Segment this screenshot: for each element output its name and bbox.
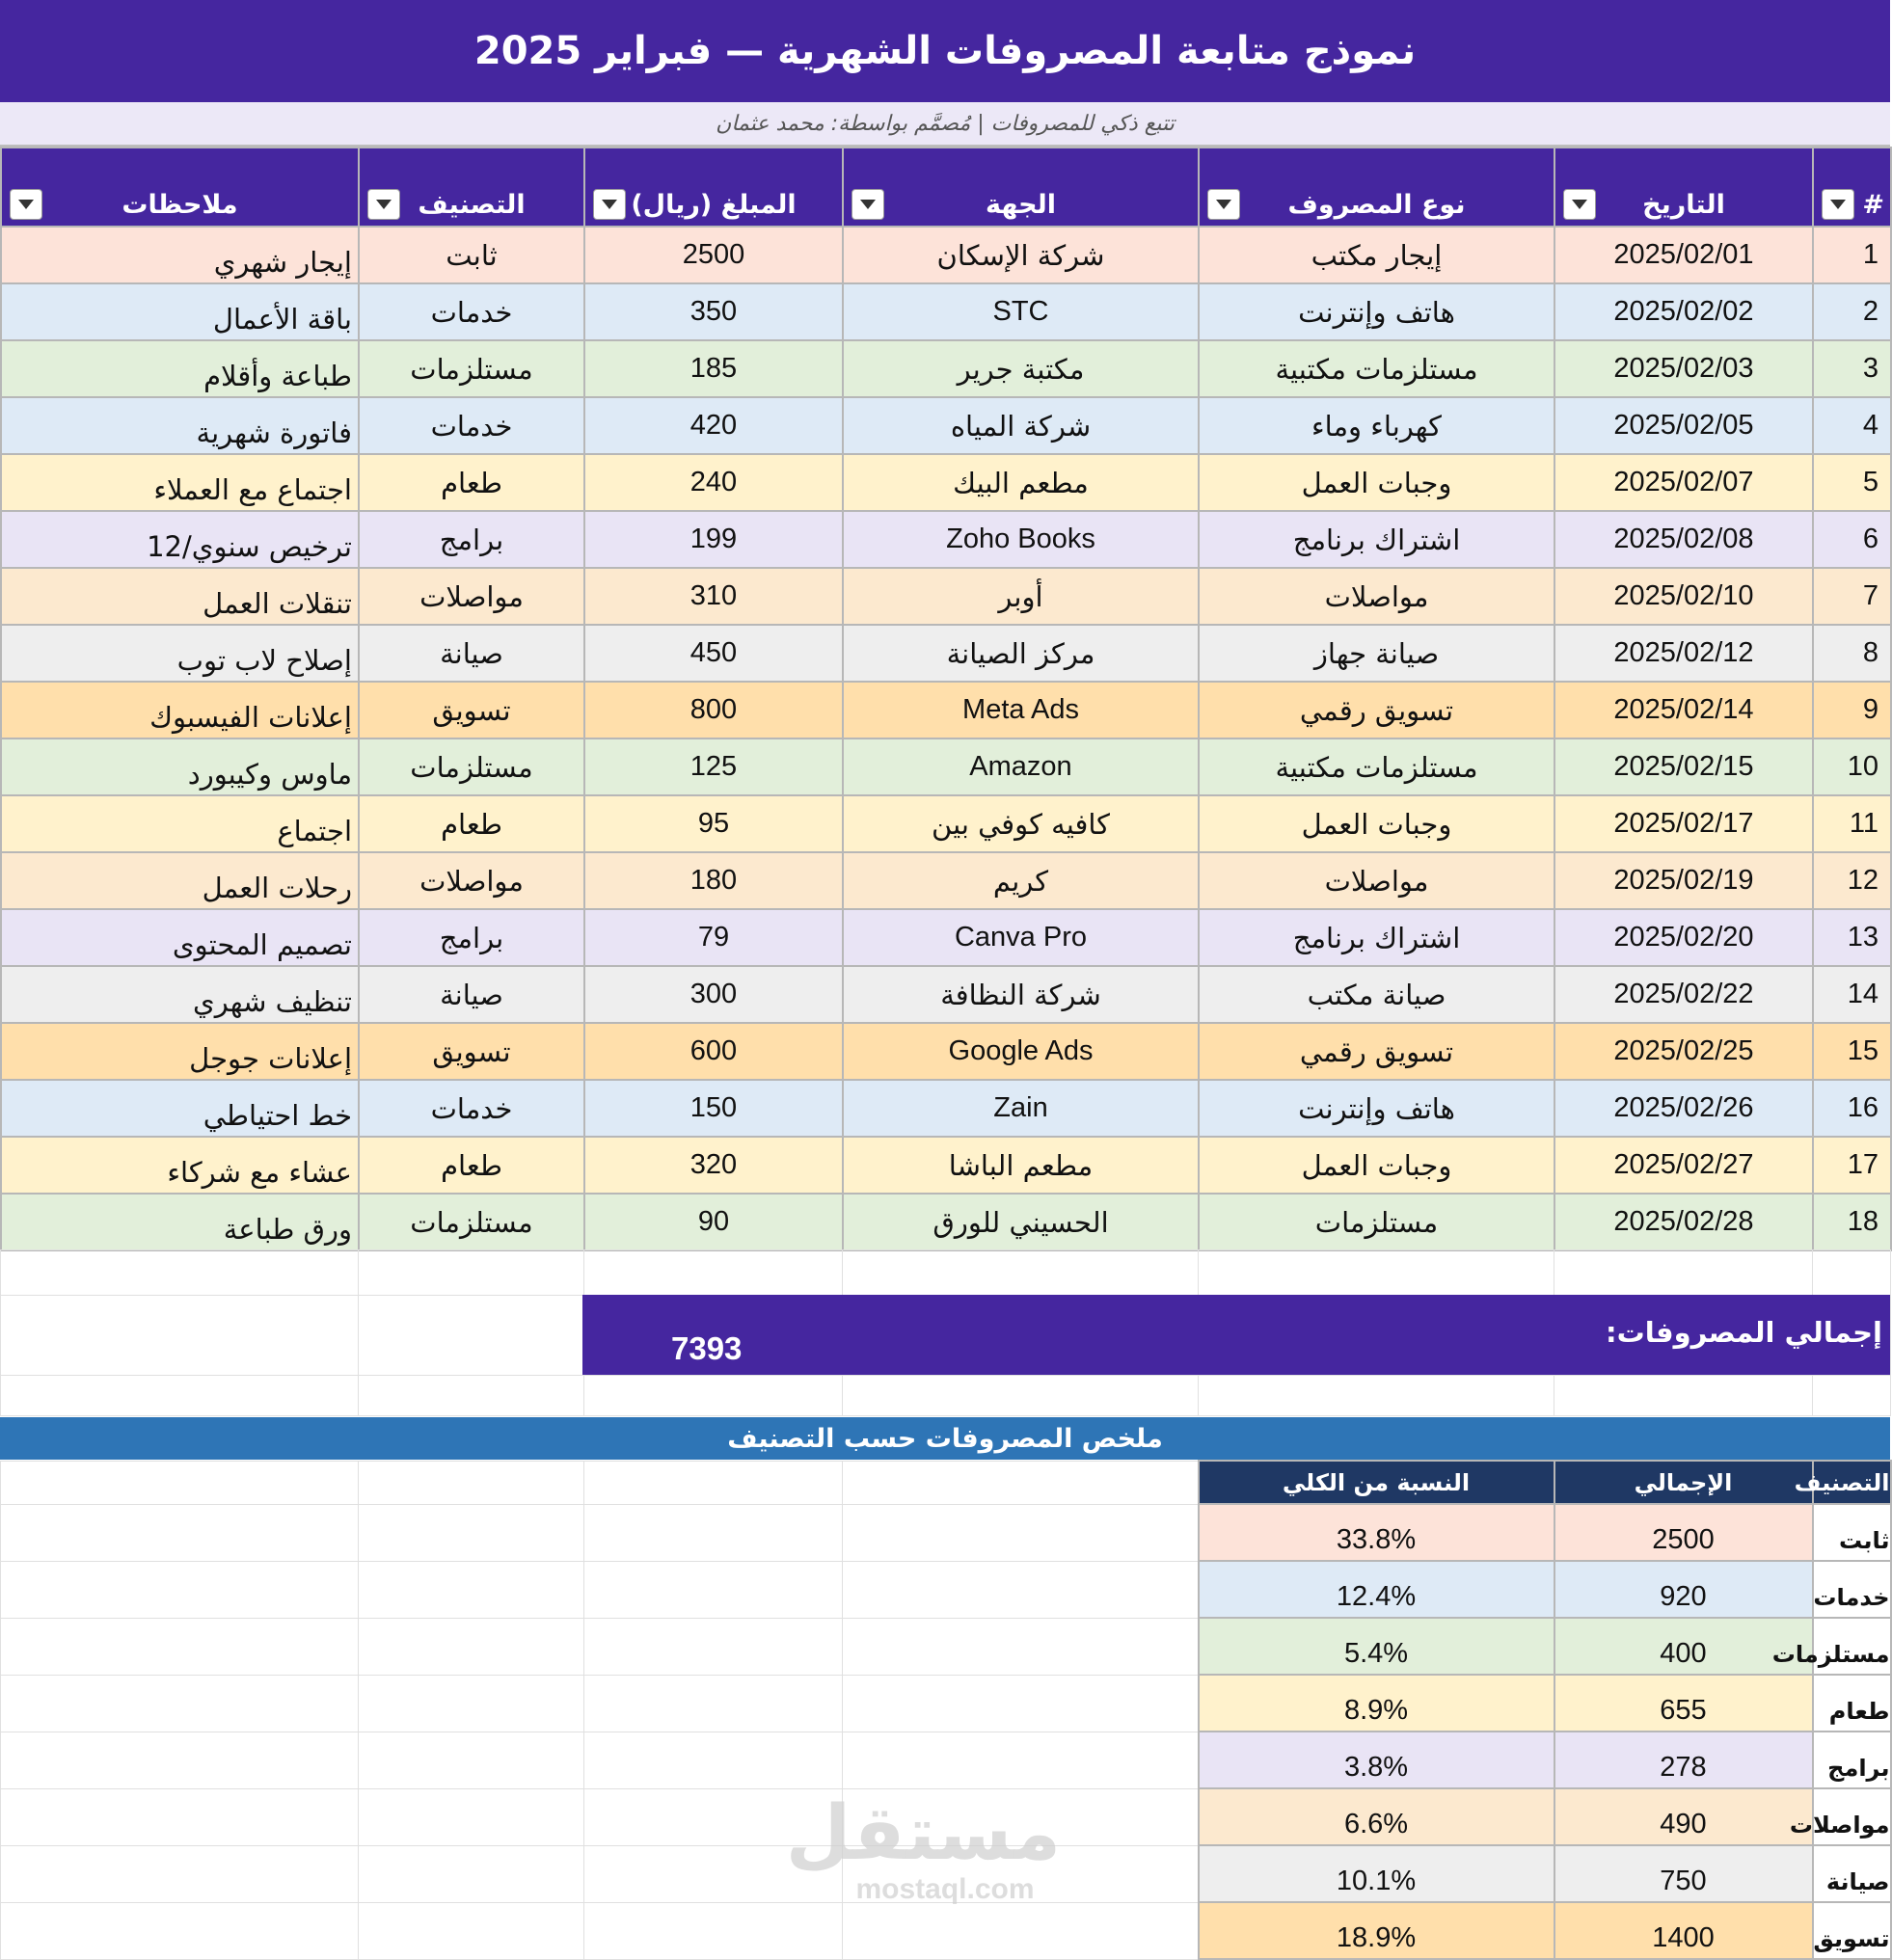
column-header-label: التصنيف (418, 190, 526, 220)
empty-cell[interactable] (1554, 1250, 1813, 1296)
expense-notes-cell[interactable]: ترخيص سنوي/12 (1, 511, 359, 568)
empty-cell[interactable] (584, 1675, 843, 1732)
empty-cell[interactable] (1, 1845, 359, 1902)
expense-type-cell[interactable]: تسويق رقمي (1199, 682, 1554, 738)
expense-category-cell[interactable]: مواصلات (359, 568, 584, 625)
summary-row (1, 1504, 1891, 1561)
filter-dropdown-icon[interactable] (1563, 189, 1596, 220)
expense-type-cell[interactable]: هاتف وإنترنت (1199, 1080, 1554, 1137)
expense-date-cell[interactable]: 2025/02/05 (1554, 397, 1813, 454)
expense-amount-cell[interactable]: 95 (584, 795, 843, 852)
expense-number-cell[interactable]: 3 (1813, 340, 1891, 397)
expense-notes-cell[interactable]: تنقلات العمل (1, 568, 359, 625)
column-header-category (359, 148, 584, 227)
column-header-amount (584, 148, 843, 227)
column-header-number (1813, 148, 1891, 227)
empty-cell[interactable] (843, 1376, 1199, 1416)
expense-amount-cell[interactable]: 320 (584, 1137, 843, 1194)
expense-type-cell[interactable]: مواصلات (1199, 852, 1554, 909)
empty-cell[interactable] (843, 1902, 1199, 1959)
summary-percent-cell[interactable]: 8.9% (1199, 1675, 1554, 1732)
summary-row (1, 1618, 1891, 1675)
empty-cell[interactable] (359, 1296, 584, 1376)
expense-date-cell[interactable]: 2025/02/28 (1554, 1194, 1813, 1250)
expense-type-cell[interactable]: مستلزمات (1199, 1194, 1554, 1250)
expense-notes-cell[interactable]: إيجار شهري (1, 227, 359, 283)
expense-date-cell[interactable]: 2025/02/01 (1554, 227, 1813, 283)
expense-type-cell[interactable]: هاتف وإنترنت (1199, 283, 1554, 340)
expense-row (1, 227, 1891, 283)
expense-row (1, 966, 1891, 1023)
summary-row (1, 1675, 1891, 1732)
empty-cell[interactable] (1, 1618, 359, 1675)
filter-dropdown-icon[interactable] (367, 189, 400, 220)
expense-number-cell[interactable]: 17 (1813, 1137, 1891, 1194)
empty-cell[interactable] (843, 1675, 1199, 1732)
expense-category-cell[interactable]: مستلزمات (359, 340, 584, 397)
expense-vendor-cell[interactable]: Amazon (843, 738, 1199, 795)
expense-vendor-cell[interactable]: شركة المياه (843, 397, 1199, 454)
expense-number-cell[interactable]: 9 (1813, 682, 1891, 738)
expense-date-cell[interactable]: 2025/02/19 (1554, 852, 1813, 909)
expense-type-cell[interactable]: اشتراك برنامج (1199, 909, 1554, 966)
summary-total-cell[interactable]: 1400 (1554, 1902, 1813, 1959)
expense-vendor-cell[interactable]: Zoho Books (843, 511, 1199, 568)
expense-number-cell[interactable]: 5 (1813, 454, 1891, 511)
expense-row (1, 1137, 1891, 1194)
summary-header-category[interactable]: التصنيف (1813, 1461, 1891, 1504)
expense-notes-cell[interactable]: باقة الأعمال (1, 283, 359, 340)
expense-vendor-cell[interactable]: شركة الإسكان (843, 227, 1199, 283)
expense-amount-cell[interactable]: 125 (584, 738, 843, 795)
expense-row (1, 1023, 1891, 1080)
expense-type-cell[interactable]: وجبات العمل (1199, 454, 1554, 511)
expenses-table (0, 147, 1892, 1251)
expense-notes-cell[interactable]: ورق طباعة (1, 1194, 359, 1250)
expense-amount-cell[interactable]: 300 (584, 966, 843, 1023)
empty-cell[interactable] (843, 1461, 1199, 1504)
total-expenses-value: 7393 (671, 1330, 743, 1366)
column-header-label: ملاحظات (122, 190, 238, 220)
expense-category-cell[interactable]: صيانة (359, 625, 584, 682)
empty-cell[interactable] (359, 1561, 584, 1618)
watermark-arabic: مستقل (785, 1790, 1061, 1877)
expense-number-cell[interactable]: 11 (1813, 795, 1891, 852)
summary-percent-cell[interactable]: 6.6% (1199, 1788, 1554, 1845)
sheet-title: نموذج متابعة المصروفات الشهرية — فبراير 2025 (473, 29, 1417, 73)
sheet-subtitle: تتبع ذكي للمصروفات | مُصمَّم بواسطة: محمد عثمان (716, 111, 1175, 136)
expense-number-cell[interactable]: 13 (1813, 909, 1891, 966)
empty-cell[interactable] (1813, 1376, 1891, 1416)
expense-number-cell[interactable]: 15 (1813, 1023, 1891, 1080)
sheet-subtitle-bar (0, 102, 1890, 147)
expense-date-cell[interactable]: 2025/02/27 (1554, 1137, 1813, 1194)
expense-row (1, 795, 1891, 852)
empty-cell[interactable] (359, 1461, 584, 1504)
empty-cell[interactable] (359, 1250, 584, 1296)
expense-type-cell[interactable]: إيجار مكتب (1199, 227, 1554, 283)
expense-date-cell[interactable]: 2025/02/08 (1554, 511, 1813, 568)
expense-amount-cell[interactable]: 150 (584, 1080, 843, 1137)
expense-category-cell[interactable]: مستلزمات (359, 738, 584, 795)
expense-row (1, 625, 1891, 682)
expense-amount-cell[interactable]: 310 (584, 568, 843, 625)
expense-amount-cell[interactable]: 2500 (584, 227, 843, 283)
expense-amount-cell[interactable]: 90 (584, 1194, 843, 1250)
summary-category-cell[interactable]: ثابت (1813, 1504, 1891, 1561)
expense-vendor-cell[interactable]: مطعم البيك (843, 454, 1199, 511)
expense-notes-cell[interactable]: عشاء مع شركاء (1, 1137, 359, 1194)
expense-date-cell[interactable]: 2025/02/12 (1554, 625, 1813, 682)
expense-number-cell[interactable]: 1 (1813, 227, 1891, 283)
summary-percent-cell[interactable]: 33.8% (1199, 1504, 1554, 1561)
expense-row (1, 568, 1891, 625)
expense-category-cell[interactable]: خدمات (359, 1080, 584, 1137)
expense-type-cell[interactable]: وجبات العمل (1199, 1137, 1554, 1194)
summary-row (1, 1561, 1891, 1618)
filter-dropdown-icon[interactable] (1822, 189, 1854, 220)
expense-row (1, 738, 1891, 795)
expense-vendor-cell[interactable]: STC (843, 283, 1199, 340)
expense-date-cell[interactable]: 2025/02/02 (1554, 283, 1813, 340)
expense-notes-cell[interactable]: تصميم المحتوى (1, 909, 359, 966)
summary-percent-cell[interactable]: 12.4% (1199, 1561, 1554, 1618)
mostaql-watermark (785, 1790, 1061, 1909)
expense-type-cell[interactable]: اشتراك برنامج (1199, 511, 1554, 568)
expense-vendor-cell[interactable]: مطعم الباشا (843, 1137, 1199, 1194)
expense-row (1, 283, 1891, 340)
summary-total-cell[interactable]: 655 (1554, 1675, 1813, 1732)
expense-row (1, 397, 1891, 454)
expense-notes-cell[interactable]: طباعة وأقلام (1, 340, 359, 397)
expense-number-cell[interactable]: 16 (1813, 1080, 1891, 1137)
expense-notes-cell[interactable]: إعلانات الفيسبوك (1, 682, 359, 738)
sheet-title-bar (0, 0, 1890, 102)
column-header-vendor (843, 148, 1199, 227)
expense-notes-cell[interactable]: إصلاح لاب توب (1, 625, 359, 682)
expense-date-cell[interactable]: 2025/02/20 (1554, 909, 1813, 966)
expense-row (1, 1080, 1891, 1137)
expense-type-cell[interactable]: صيانة مكتب (1199, 966, 1554, 1023)
expense-category-cell[interactable]: برامج (359, 511, 584, 568)
empty-cell[interactable] (1, 1561, 359, 1618)
expense-notes-cell[interactable]: خط احتياطي (1, 1080, 359, 1137)
empty-cell[interactable] (359, 1504, 584, 1561)
summary-category-cell[interactable]: تسويق (1813, 1902, 1891, 1959)
column-header-label: الجهة (985, 190, 1057, 220)
expense-amount-cell[interactable]: 199 (584, 511, 843, 568)
expense-row (1, 1194, 1891, 1250)
empty-cell[interactable] (359, 1732, 584, 1788)
empty-cell[interactable] (1813, 1250, 1891, 1296)
watermark-latin: mostaql.com (855, 1873, 1035, 1905)
empty-cell[interactable] (584, 1504, 843, 1561)
expense-number-cell[interactable]: 10 (1813, 738, 1891, 795)
expense-vendor-cell[interactable]: أوبر (843, 568, 1199, 625)
expense-vendor-cell[interactable]: Google Ads (843, 1023, 1199, 1080)
empty-cell[interactable] (1199, 1376, 1554, 1416)
expense-vendor-cell[interactable]: مكتبة جرير (843, 340, 1199, 397)
expenses-header-row (1, 148, 1891, 227)
expense-number-cell[interactable]: 7 (1813, 568, 1891, 625)
empty-cell[interactable] (843, 1250, 1199, 1296)
empty-cell[interactable] (1, 1250, 359, 1296)
summary-total-cell[interactable]: 750 (1554, 1845, 1813, 1902)
expense-date-cell[interactable]: 2025/02/22 (1554, 966, 1813, 1023)
summary-percent-cell[interactable]: 18.9% (1199, 1902, 1554, 1959)
expense-category-cell[interactable]: صيانة (359, 966, 584, 1023)
summary-header-percent[interactable]: النسبة من الكلي (1199, 1461, 1554, 1504)
expense-category-cell[interactable]: خدمات (359, 283, 584, 340)
expense-vendor-cell[interactable]: كافيه كوفي بين (843, 795, 1199, 852)
empty-cell[interactable] (584, 1561, 843, 1618)
empty-cell[interactable] (359, 1618, 584, 1675)
expense-date-cell[interactable]: 2025/02/17 (1554, 795, 1813, 852)
total-expenses-label: إجمالي المصروفات: (1605, 1316, 1882, 1349)
column-header-date (1554, 148, 1813, 227)
expense-category-cell[interactable]: خدمات (359, 397, 584, 454)
empty-cell[interactable] (1, 1296, 359, 1376)
expense-row (1, 852, 1891, 909)
expense-category-cell[interactable]: مواصلات (359, 852, 584, 909)
summary-percent-cell[interactable]: 5.4% (1199, 1618, 1554, 1675)
expense-vendor-cell[interactable]: Canva Pro (843, 909, 1199, 966)
empty-cell[interactable] (1, 1788, 359, 1845)
filter-dropdown-icon[interactable] (1207, 189, 1240, 220)
summary-percent-cell[interactable]: 10.1% (1199, 1845, 1554, 1902)
column-header-label: # (1862, 190, 1884, 220)
expense-number-cell[interactable]: 2 (1813, 283, 1891, 340)
expense-vendor-cell[interactable]: Meta Ads (843, 682, 1199, 738)
summary-total-cell[interactable]: 2500 (1554, 1504, 1813, 1561)
empty-cell[interactable] (843, 1561, 1199, 1618)
total-expenses-bar[interactable] (582, 1295, 1890, 1375)
expense-row (1, 909, 1891, 966)
empty-cell[interactable] (1554, 1376, 1813, 1416)
expense-vendor-cell[interactable]: شركة النظافة (843, 966, 1199, 1023)
expense-type-cell[interactable]: مواصلات (1199, 568, 1554, 625)
summary-banner (0, 1417, 1890, 1460)
expense-date-cell[interactable]: 2025/02/10 (1554, 568, 1813, 625)
expense-row (1, 511, 1891, 568)
summary-total-cell[interactable]: 490 (1554, 1788, 1813, 1845)
expense-date-cell[interactable]: 2025/02/03 (1554, 340, 1813, 397)
column-header-label: نوع المصروف (1287, 190, 1466, 220)
empty-cell[interactable] (843, 1732, 1199, 1788)
expense-date-cell[interactable]: 2025/02/15 (1554, 738, 1813, 795)
expense-notes-cell[interactable]: رحلات العمل (1, 852, 359, 909)
empty-cell[interactable] (1, 1902, 359, 1959)
expense-category-cell[interactable]: طعام (359, 795, 584, 852)
expense-vendor-cell[interactable]: كريم (843, 852, 1199, 909)
expense-amount-cell[interactable]: 600 (584, 1023, 843, 1080)
summary-category-cell[interactable]: طعام (1813, 1675, 1891, 1732)
summary-total-cell[interactable]: 278 (1554, 1732, 1813, 1788)
empty-cell[interactable] (359, 1675, 584, 1732)
expense-type-cell[interactable]: كهرباء وماء (1199, 397, 1554, 454)
expense-number-cell[interactable]: 14 (1813, 966, 1891, 1023)
empty-cell[interactable] (584, 1618, 843, 1675)
expense-amount-cell[interactable]: 180 (584, 852, 843, 909)
summary-category-cell[interactable]: مستلزمات (1813, 1618, 1891, 1675)
empty-cell[interactable] (1, 1376, 359, 1416)
empty-cell[interactable] (584, 1732, 843, 1788)
expense-type-cell[interactable]: تسويق رقمي (1199, 1023, 1554, 1080)
summary-category-cell[interactable]: صيانة (1813, 1845, 1891, 1902)
empty-cell[interactable] (359, 1788, 584, 1845)
summary-header-row (1, 1461, 1891, 1504)
expense-type-cell[interactable]: صيانة جهاز (1199, 625, 1554, 682)
column-header-notes (1, 148, 359, 227)
column-header-expense-type (1199, 148, 1554, 227)
expense-number-cell[interactable]: 6 (1813, 511, 1891, 568)
expense-category-cell[interactable]: ثابت (359, 227, 584, 283)
expense-date-cell[interactable]: 2025/02/25 (1554, 1023, 1813, 1080)
expense-notes-cell[interactable]: ماوس وكيبورد (1, 738, 359, 795)
expense-category-cell[interactable]: طعام (359, 1137, 584, 1194)
expense-amount-cell[interactable]: 79 (584, 909, 843, 966)
expense-date-cell[interactable]: 2025/02/14 (1554, 682, 1813, 738)
empty-cell[interactable] (1, 1675, 359, 1732)
expense-category-cell[interactable]: مستلزمات (359, 1194, 584, 1250)
expense-notes-cell[interactable]: تنظيف شهري (1, 966, 359, 1023)
filter-dropdown-icon[interactable] (851, 189, 884, 220)
summary-header-total[interactable]: الإجمالي (1554, 1461, 1813, 1504)
expense-row (1, 454, 1891, 511)
expense-amount-cell[interactable]: 350 (584, 283, 843, 340)
expense-amount-cell[interactable]: 185 (584, 340, 843, 397)
expense-category-cell[interactable]: تسويق (359, 682, 584, 738)
expense-date-cell[interactable]: 2025/02/26 (1554, 1080, 1813, 1137)
expense-notes-cell[interactable]: فاتورة شهرية (1, 397, 359, 454)
expense-row (1, 340, 1891, 397)
empty-cell[interactable] (584, 1902, 843, 1959)
expenses-body (1, 227, 1891, 1250)
expense-category-cell[interactable]: تسويق (359, 1023, 584, 1080)
expense-notes-cell[interactable]: اجتماع مع العملاء (1, 454, 359, 511)
empty-cell[interactable] (1, 1461, 359, 1504)
summary-percent-cell[interactable]: 3.8% (1199, 1732, 1554, 1788)
expense-notes-cell[interactable]: إعلانات جوجل (1, 1023, 359, 1080)
expense-number-cell[interactable]: 4 (1813, 397, 1891, 454)
expense-vendor-cell[interactable]: الحسيني للورق (843, 1194, 1199, 1250)
summary-total-cell[interactable]: 920 (1554, 1561, 1813, 1618)
empty-cell[interactable] (584, 1250, 843, 1296)
expense-amount-cell[interactable]: 240 (584, 454, 843, 511)
summary-category-cell[interactable]: خدمات (1813, 1561, 1891, 1618)
empty-cell[interactable] (584, 1376, 843, 1416)
expense-vendor-cell[interactable]: Zain (843, 1080, 1199, 1137)
expense-row (1, 682, 1891, 738)
expense-date-cell[interactable]: 2025/02/07 (1554, 454, 1813, 511)
filter-dropdown-icon[interactable] (10, 189, 42, 220)
expense-category-cell[interactable]: برامج (359, 909, 584, 966)
expense-notes-cell[interactable]: اجتماع (1, 795, 359, 852)
empty-cell[interactable] (1, 1732, 359, 1788)
filter-dropdown-icon[interactable] (593, 189, 626, 220)
expense-amount-cell[interactable]: 420 (584, 397, 843, 454)
empty-cell[interactable] (1199, 1250, 1554, 1296)
column-header-label: المبلغ (ريال) (631, 190, 797, 220)
empty-cell[interactable] (584, 1461, 843, 1504)
expense-amount-cell[interactable]: 450 (584, 625, 843, 682)
column-header-label: التاريخ (1642, 190, 1725, 220)
summary-category-cell[interactable]: مواصلات (1813, 1788, 1891, 1845)
expense-category-cell[interactable]: طعام (359, 454, 584, 511)
summary-row (1, 1732, 1891, 1788)
empty-cell[interactable] (359, 1902, 584, 1959)
summary-total-cell[interactable]: 400 (1554, 1618, 1813, 1675)
empty-cell[interactable] (359, 1376, 584, 1416)
empty-cell[interactable] (1, 1504, 359, 1561)
expense-number-cell[interactable]: 12 (1813, 852, 1891, 909)
expense-number-cell[interactable]: 8 (1813, 625, 1891, 682)
summary-category-cell[interactable]: برامج (1813, 1732, 1891, 1788)
expense-type-cell[interactable]: وجبات العمل (1199, 795, 1554, 852)
empty-cell[interactable] (843, 1618, 1199, 1675)
expense-type-cell[interactable]: مستلزمات مكتبية (1199, 738, 1554, 795)
expense-type-cell[interactable]: مستلزمات مكتبية (1199, 340, 1554, 397)
expense-number-cell[interactable]: 18 (1813, 1194, 1891, 1250)
expense-amount-cell[interactable]: 800 (584, 682, 843, 738)
summary-title: ملخص المصروفات حسب التصنيف (727, 1423, 1163, 1454)
summary-row (1, 1902, 1891, 1959)
expense-vendor-cell[interactable]: مركز الصيانة (843, 625, 1199, 682)
empty-cell[interactable] (359, 1845, 584, 1902)
empty-cell[interactable] (843, 1504, 1199, 1561)
